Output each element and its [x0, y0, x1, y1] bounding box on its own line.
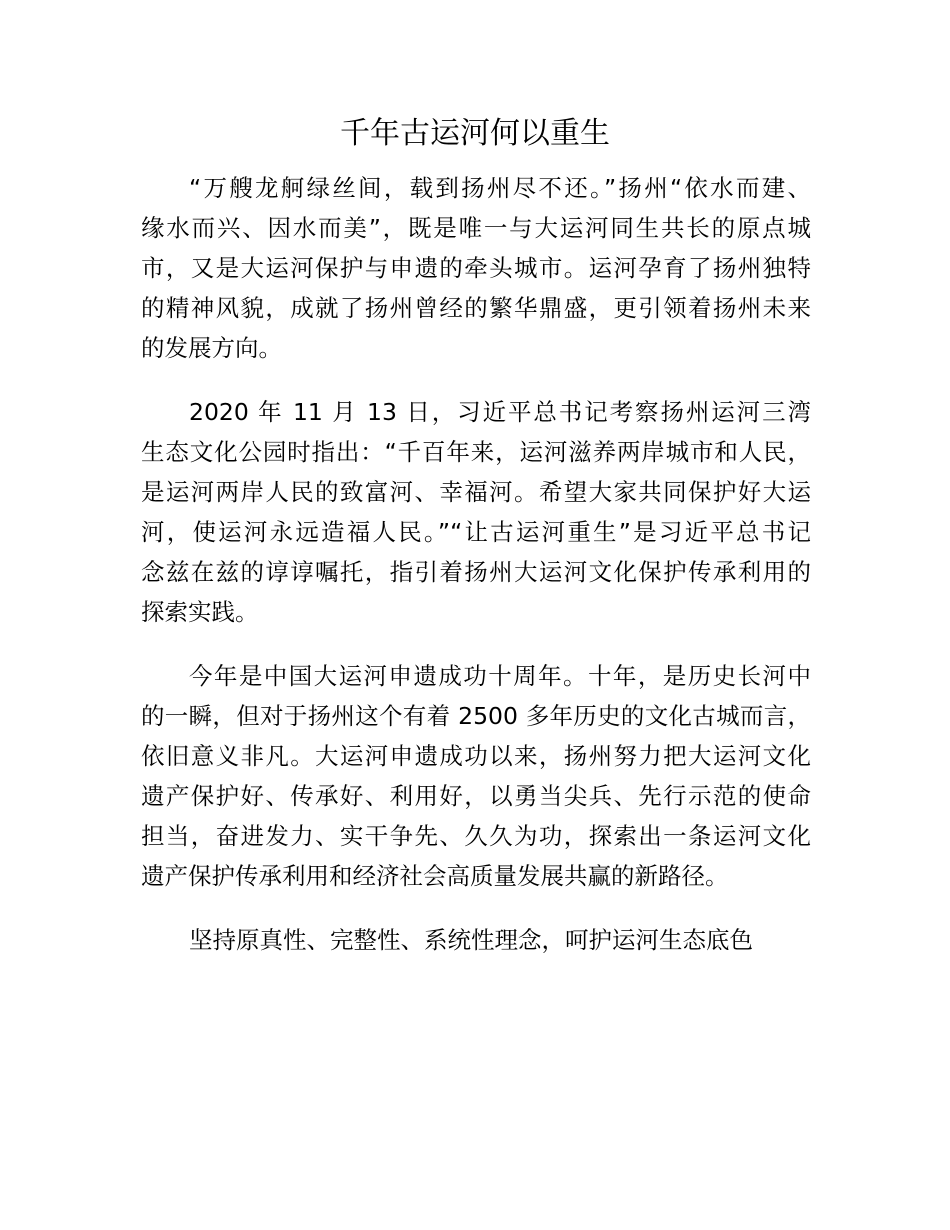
paragraph-line: 的精神风貌，成就了扬州曾经的繁华鼎盛，更引领着扬州未来 [141, 294, 811, 322]
paragraph-line: 遗产保护好、传承好、利用好，以勇当尖兵、先行示范的使命 [141, 782, 811, 810]
paragraph [141, 920, 811, 960]
paragraph-line: “万艘龙舸绿丝间，载到扬州尽不还。”扬州“依水而建、 [189, 174, 811, 202]
paragraph [141, 392, 811, 632]
document-title: 千年古运河何以重生 [340, 116, 610, 151]
paragraph-line: 今年是中国大运河申遗成功十周年。十年，是历史长河中 [189, 662, 811, 690]
paragraph-line: 2020 年 11 月 13 日，习近平总书记考察扬州运河三湾 [189, 398, 811, 426]
paragraph-line: 生态文化公园时指出：“千百年来，运河滋养两岸城市和人民， [141, 438, 811, 466]
paragraph-line: 是运河两岸人民的致富河、幸福河。希望大家共同保护好大运 [141, 478, 811, 506]
paragraph-line: 依旧意义非凡。大运河申遗成功以来，扬州努力把大运河文化 [141, 742, 811, 770]
paragraph [141, 168, 811, 368]
paragraph-line: 探索实践。 [141, 598, 259, 626]
paragraph-line: 的发展方向。 [141, 334, 282, 362]
paragraph-line: 市，又是大运河保护与申遗的牵头城市。运河孕育了扬州独特 [141, 254, 811, 282]
paragraph-line: 河，使运河永远造福人民。”“让古运河重生”是习近平总书记 [141, 518, 811, 546]
paragraph [141, 656, 811, 896]
paragraph-line: 缘水而兴、因水而美”，既是唯一与大运河同生共长的原点城 [141, 214, 811, 242]
paragraph-line: 的一瞬，但对于扬州这个有着 2500 多年历史的文化古城而言， [141, 702, 811, 730]
document-body [141, 168, 811, 984]
paragraph-line: 念兹在兹的谆谆嘱托，指引着扬州大运河文化保护传承利用的 [141, 558, 811, 586]
paragraph-line: 遗产保护传承利用和经济社会高质量发展共赢的新路径。 [141, 862, 729, 890]
paragraph-line: 担当，奋进发力、实干争先、久久为功，探索出一条运河文化 [141, 822, 811, 850]
paragraph-line: 坚持原真性、完整性、系统性理念，呵护运河生态底色 [189, 926, 753, 954]
